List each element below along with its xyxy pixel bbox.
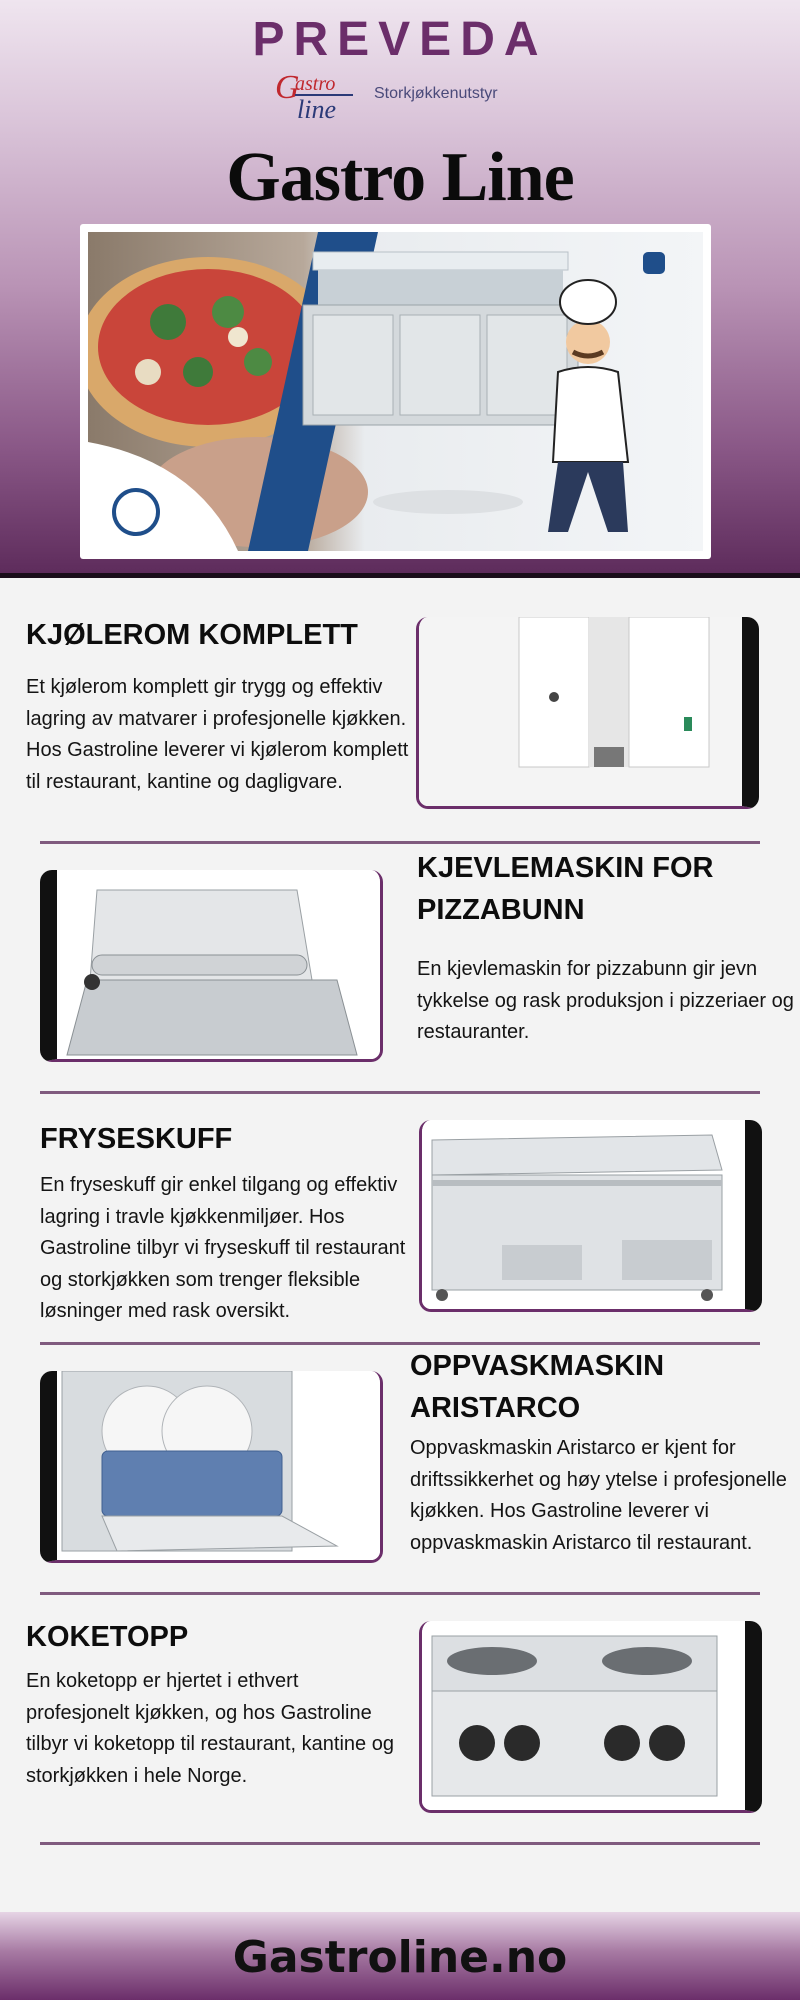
section-text: Oppvaskmaskin Aristarco er kjent for driftssikkerhet og høy ytelse i profesjonelle kjøkken. Hos Gastroline leverer vi oppvaskmaskin Aristarco til restaurant. bbox=[410, 1437, 787, 1554]
footer-banner bbox=[0, 1912, 800, 2000]
section-text: En fryseskuff gir enkel tilgang og effektiv lagring i travle kjøkkenmiljøer. Hos Gastroline tilbyr vi fryseskuff til restaurant og storkjøkken som trenger fleksible løsninger med rask oversikt. bbox=[40, 1174, 406, 1322]
dishwasher-image bbox=[40, 1371, 383, 1563]
section-title: FRYSESKUFF bbox=[40, 1123, 233, 1155]
section-text: En koketopp er hjertet i ethvert profesjonelt kjøkken, og hos Gastroline tilbyr vi koketopp til restaurant, kantine og storkjøkken i hele Norge. bbox=[26, 1670, 394, 1787]
header-banner bbox=[0, 0, 800, 578]
logo-tagline: Storkjøkkenutstyr bbox=[374, 85, 498, 102]
logo-word-top: astro bbox=[295, 73, 336, 95]
logo-word-bottom: line bbox=[297, 95, 336, 124]
section-divider bbox=[40, 841, 760, 844]
footer-url[interactable]: Gastroline.no bbox=[232, 1932, 568, 1983]
hero-illustration bbox=[88, 232, 703, 551]
section-text: Et kjølerom komplett gir trygg og effektiv lagring av matvarer i profesjonelle kjøkken. Hos Gastroline leverer vi kjølerom komplett til restaurant, kantine og dagligvare. bbox=[26, 676, 409, 793]
page-title: Gastro Line bbox=[226, 139, 574, 216]
section-divider bbox=[40, 1091, 760, 1094]
section-title: KJEVLEMASKIN FOR PIZZABUNN bbox=[417, 852, 714, 926]
section-text: En kjevlemaskin for pizzabunn gir jevn tykkelse og rask produksjon i pizzeriaer og restauranter. bbox=[417, 958, 794, 1043]
brand-logo-preveda: PREVEDA bbox=[252, 13, 548, 66]
gastroline-logo bbox=[273, 68, 553, 124]
gastroline-logo-mark bbox=[273, 68, 357, 124]
cooktop-image bbox=[419, 1621, 762, 1813]
section-title: KOKETOPP bbox=[26, 1621, 189, 1653]
section-title: KJØLEROM KOMPLETT bbox=[26, 619, 358, 651]
section-divider bbox=[40, 1592, 760, 1595]
cold-room-image bbox=[416, 617, 759, 809]
svg-text:G: G bbox=[275, 69, 300, 106]
dough-roller-image bbox=[40, 870, 383, 1062]
section-title: OPPVASKMASKIN ARISTARCO bbox=[410, 1350, 665, 1424]
freezer-drawer-image bbox=[419, 1120, 762, 1312]
section-divider bbox=[40, 1842, 760, 1845]
hero-image bbox=[80, 224, 711, 559]
